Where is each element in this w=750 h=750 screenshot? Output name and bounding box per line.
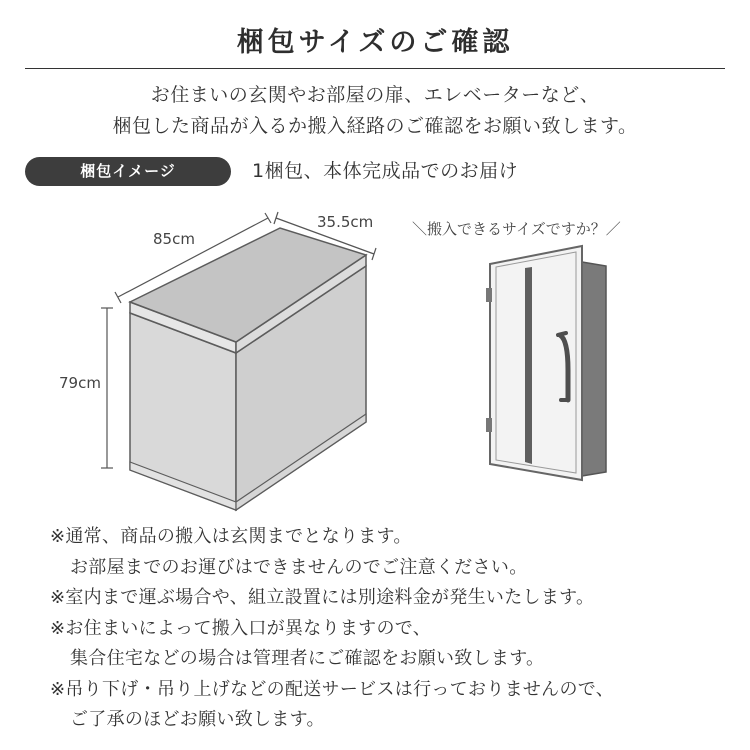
intro-line: お住まいの玄関やお部屋の扉、エレベーターなど、 [150,84,600,106]
note-item: ※吊り下げ・吊り上げなどの配送サービスは行っておりませんので、 [50,678,615,700]
note-item: ご了承のほどお願い致します。 [70,709,325,730]
intro-line: 梱包した商品が入るか搬入経路のご確認をお願い致します。 [112,115,638,137]
note-item: 集合住宅などの場合は管理者にご確認をお願い致します。 [70,648,545,669]
door-icon [470,240,620,485]
depth-label: 35.5cm [317,213,374,231]
page-title: 梱包サイズのご確認 [236,27,514,58]
door-caption: ＼搬入できるサイズですか？／ [412,220,621,238]
package-box-illustration [0,200,400,520]
note-item: お部屋までのお運びはできませんのでご注意ください。 [70,556,528,578]
note-item: ※お住まいによって搬入口が異なりますので、 [50,617,432,639]
notes-list [50,522,740,736]
title-divider [25,68,725,69]
package-image-label: 梱包イメージ [25,157,231,186]
note-item: ※室内まで運ぶ場合や、組立設置には別途料金が発生いたします。 [50,587,595,608]
height-label: 79cm [59,374,101,392]
intro-text [0,80,750,142]
note-item: ※通常、商品の搬入は玄関までとなります。 [50,526,412,547]
width-label: 85cm [153,230,195,248]
package-description: 1梱包、本体完成品でのお届け [252,160,519,182]
